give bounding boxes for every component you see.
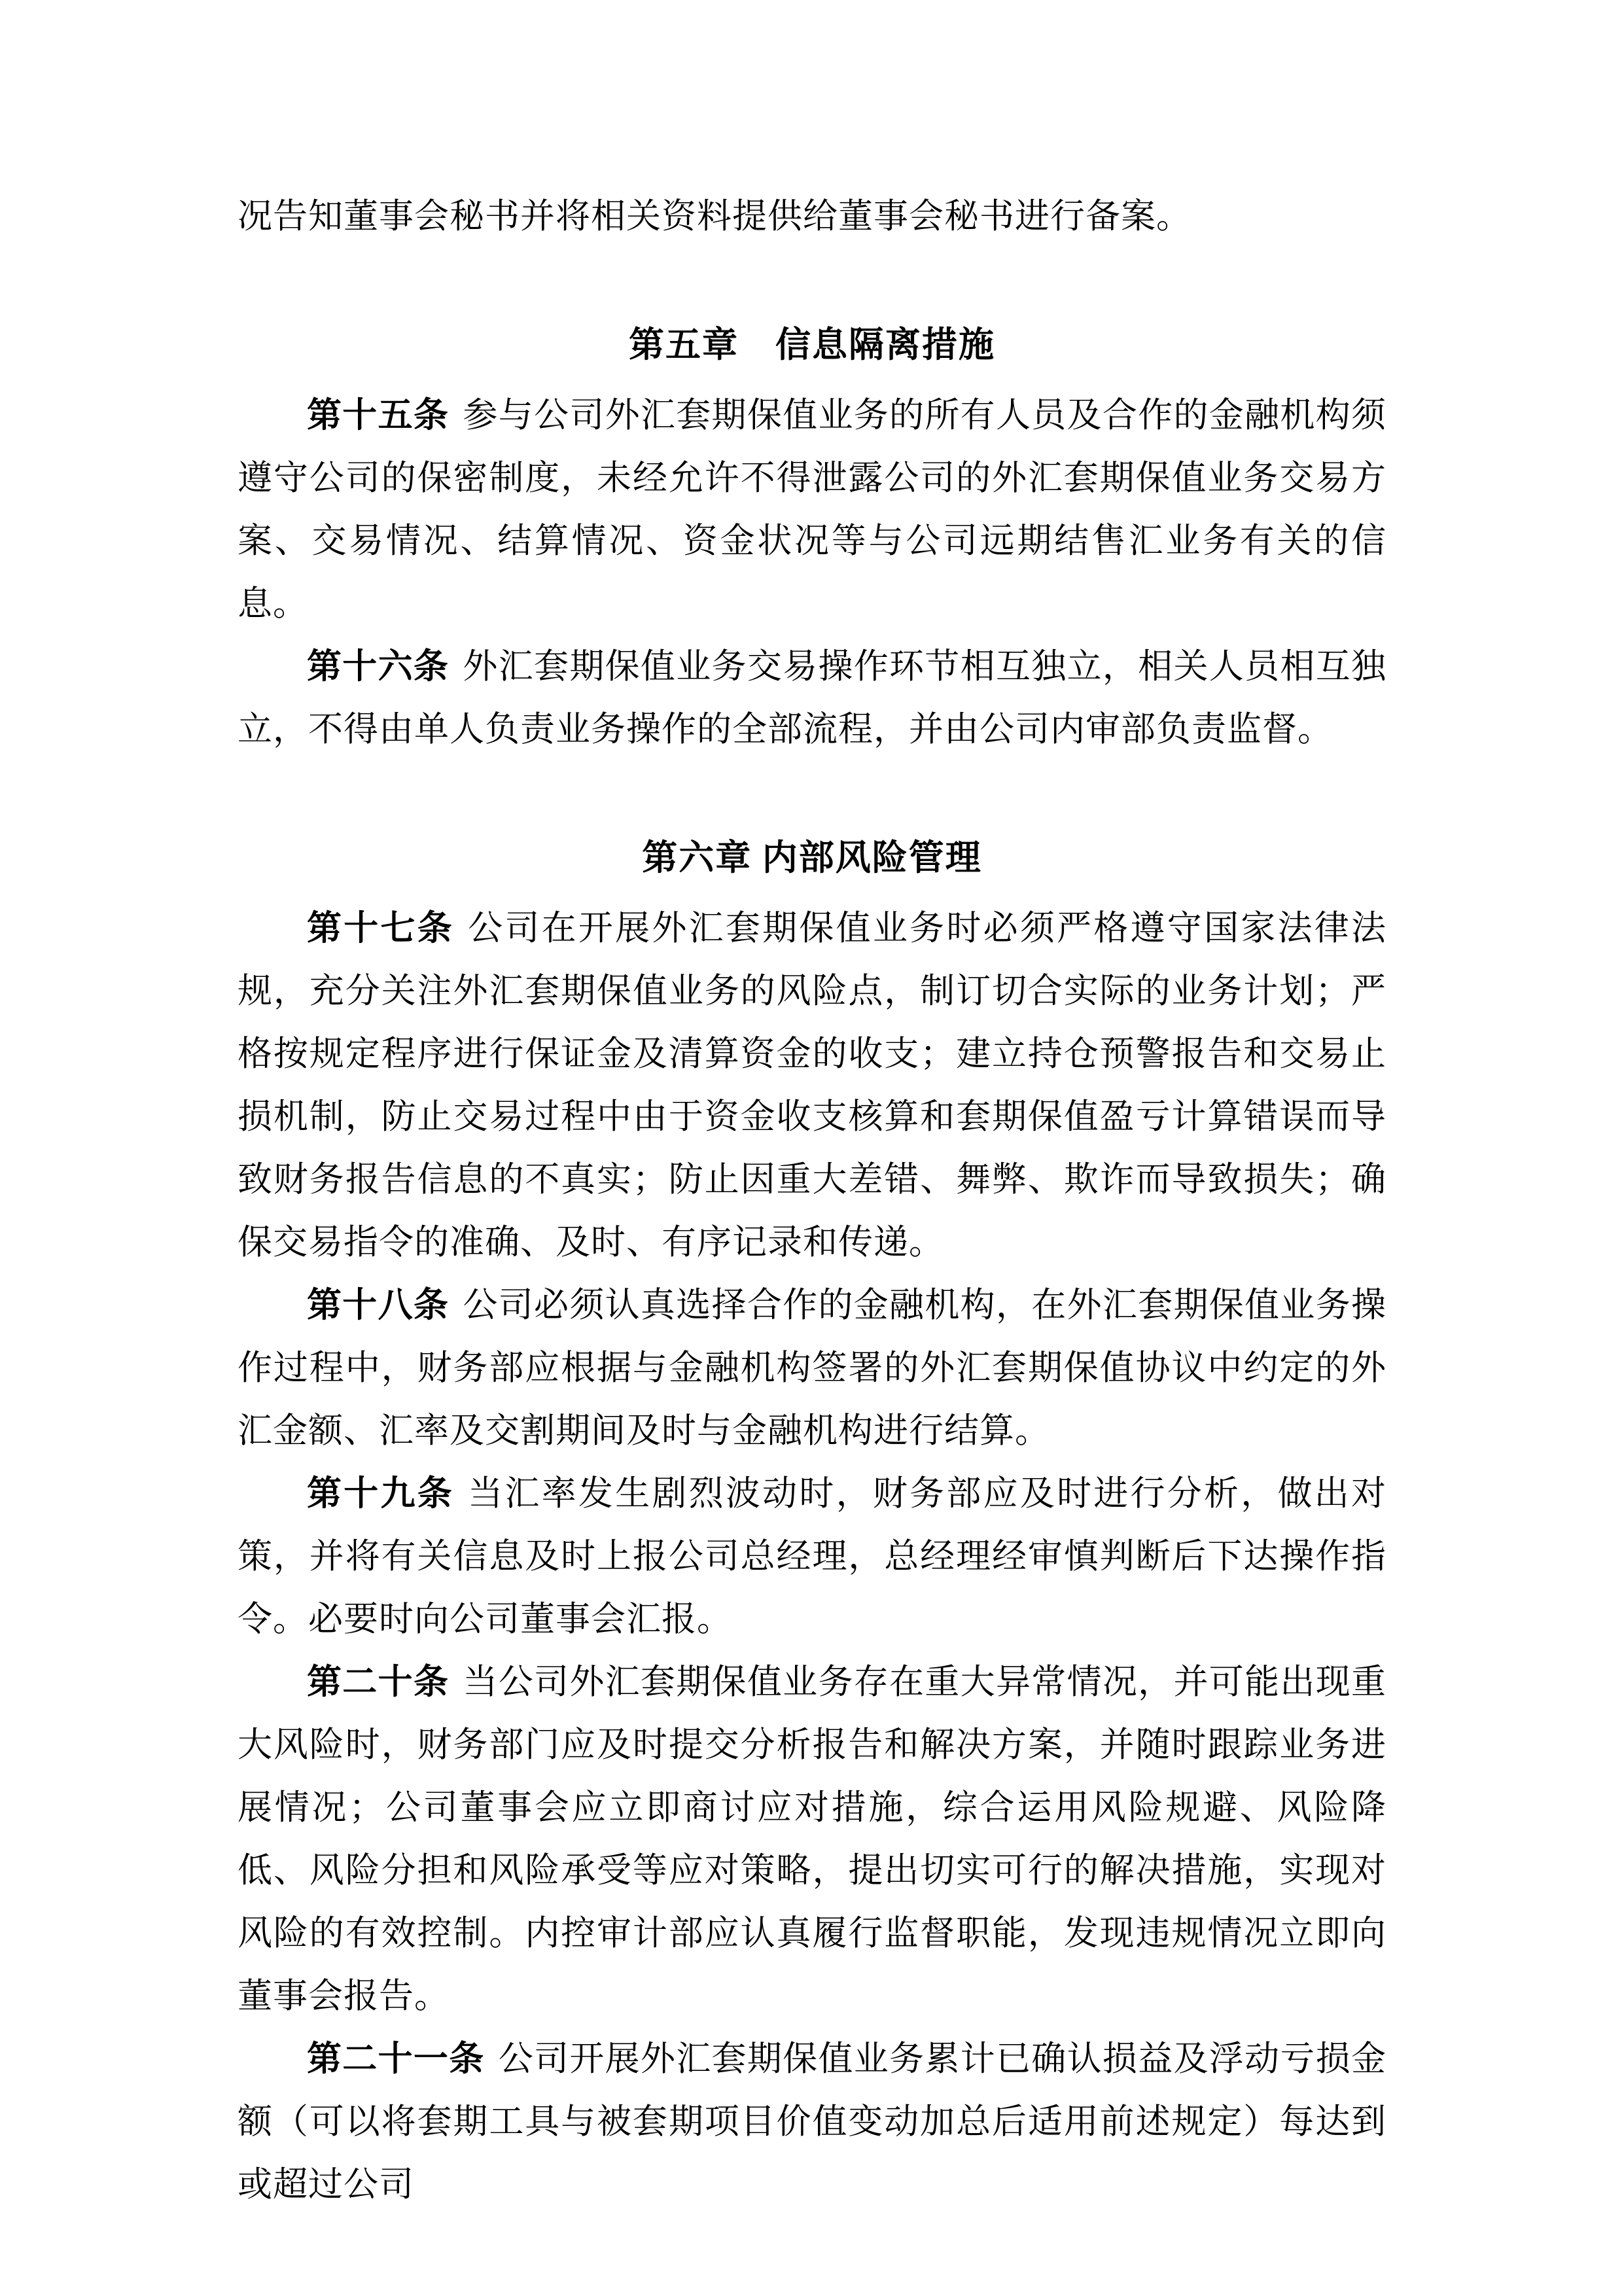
article-16-label: 第十六条 [307,648,450,686]
article-16-text: 外汇套期保值业务交易操作环节相互独立，相关人员相互独立，不得由单人负责业务操作的全部流程，并由公司内审部负责监督。 [238,648,1387,749]
article-15-label: 第十五条 [307,397,450,434]
chapter-5-heading: 第五章 信息隔离措施 [629,325,995,364]
article-21-text: 公司开展外汇套期保值业务累计已确认损益及浮动亏损金额（可以将套期工具与被套期项目价值变动加总后适用前述规定）每达到或超过公司 [238,2040,1387,2204]
article-17-paragraph [238,897,1386,1274]
article-18-paragraph [238,1274,1386,1462]
article-21-paragraph [238,2028,1386,2216]
article-19-text: 当汇率发生剧烈波动时，财务部应及时进行分析，做出对策，并将有关信息及时上报公司总经理，总经理经审慎判断后下达操作指令。必要时向公司董事会汇报。 [238,1475,1387,1638]
article-20-paragraph [238,1651,1386,2028]
paragraph-continuation: 况告知董事会秘书并将相关资料提供给董事会秘书进行备案。 [238,198,1192,236]
article-15-text: 参与公司外汇套期保值业务的所有人员及合作的金融机构须遵守公司的保密制度，未经允许不得泄露公司的外汇套期保值业务交易方案、交易情况、结算情况、资金状况等与公司远期结售汇业务有关的信息。 [238,397,1387,623]
article-20-text: 当公司外汇套期保值业务存在重大异常情况，并可能出现重大风险时，财务部门应及时提交分析报告和解决方案，并随时跟踪业务进展情况；公司董事会应立即商讨应对措施，综合运用风险规避、风险降低、风险分担和风险承受等应对策略，提出切实可行的解决措施，实现对风险的有效控制。内控审计部应认真履行监督职能，发现违规情况立即向董事会报告。 [238,1663,1387,2015]
article-20-label: 第二十条 [307,1663,450,1701]
article-17-label: 第十七条 [307,910,454,947]
article-17-text: 公司在开展外汇套期保值业务时必须严格遵守国家法律法规，充分关注外汇套期保值业务的风险点，制订切合实际的业务计划；严格按规定程序进行保证金及清算资金的收支；建立持仓预警报告和交易止损机制，防止交易过程中由于资金收支核算和套期保值盈亏计算错误而导致财务报告信息的不真实；防止因重大差错、舞弊、欺诈而导致损失；确保交易指令的准确、及时、有序记录和传递。 [238,910,1387,1262]
article-19-paragraph [238,1462,1386,1651]
article-18-label: 第十八条 [307,1286,450,1324]
article-19-label: 第十九条 [307,1475,454,1513]
chapter-6-heading: 第六章 内部风险管理 [642,838,982,877]
article-16-paragraph [238,635,1386,761]
article-15-paragraph [238,384,1386,635]
article-18-text: 公司必须认真选择合作的金融机构，在外汇套期保值业务操作过程中，财务部应根据与金融机构签署的外汇套期保值协议中约定的外汇金额、汇率及交割期间及时与金融机构进行结算。 [238,1286,1387,1450]
article-21-label: 第二十一条 [307,2040,485,2078]
